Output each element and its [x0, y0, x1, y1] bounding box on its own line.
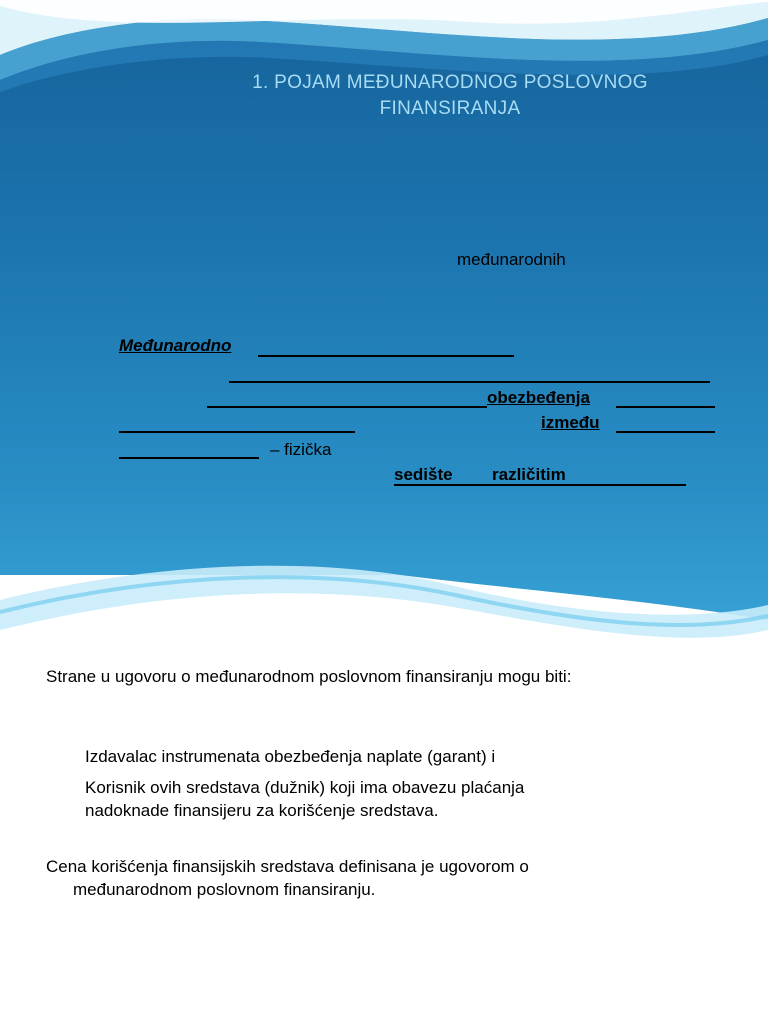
blank-line-5 [119, 457, 259, 459]
outro-paragraph [46, 855, 529, 901]
list-item-2-line-1: Korisnik ovih sredstava (dužnik) koji ima obavezu plaćanja [85, 778, 525, 797]
blank-line-2 [229, 381, 710, 383]
blank-line-3b [616, 406, 715, 408]
slide-title [200, 70, 700, 122]
blank-line-1 [258, 355, 514, 357]
list-item-1: Izdavalac instrumenata obezbeđenja naplate (garant) i [85, 747, 496, 766]
word-medjunarodno: Međunarodno [119, 336, 232, 355]
title-line-1: 1. POJAM MEĐUNARODNOG POSLOVNOG [252, 72, 648, 93]
title-line-2: FINANSIRANJA [379, 98, 521, 119]
intro-paragraph: Strane u ugovoru o međunarodnom poslovnom finansiranju mogu biti: [46, 667, 572, 686]
blank-line-6 [394, 484, 686, 486]
word-obezbedjenja: obezbeđenja [487, 388, 590, 407]
outro-line-2: međunarodnom poslovnom finansiranju. [73, 880, 376, 899]
blank-line-4a [119, 431, 355, 433]
list-item-2-line-2: nadoknade finansijeru za korišćenje sredstava. [85, 801, 439, 820]
word-razlicitim: različitim [492, 465, 566, 484]
word-sediste: sedište [394, 465, 453, 484]
blank-line-3a [207, 406, 487, 408]
blank-line-4b [616, 431, 715, 433]
outro-line-1: Cena korišćenja finansijskih sredstava definisana je ugovorom o [46, 857, 529, 876]
word-dash-fizicka: – fizička [270, 440, 332, 459]
word-medjunarodnih: međunarodnih [457, 250, 566, 269]
word-izmedju: između [541, 413, 600, 432]
list-item-2 [85, 776, 524, 822]
